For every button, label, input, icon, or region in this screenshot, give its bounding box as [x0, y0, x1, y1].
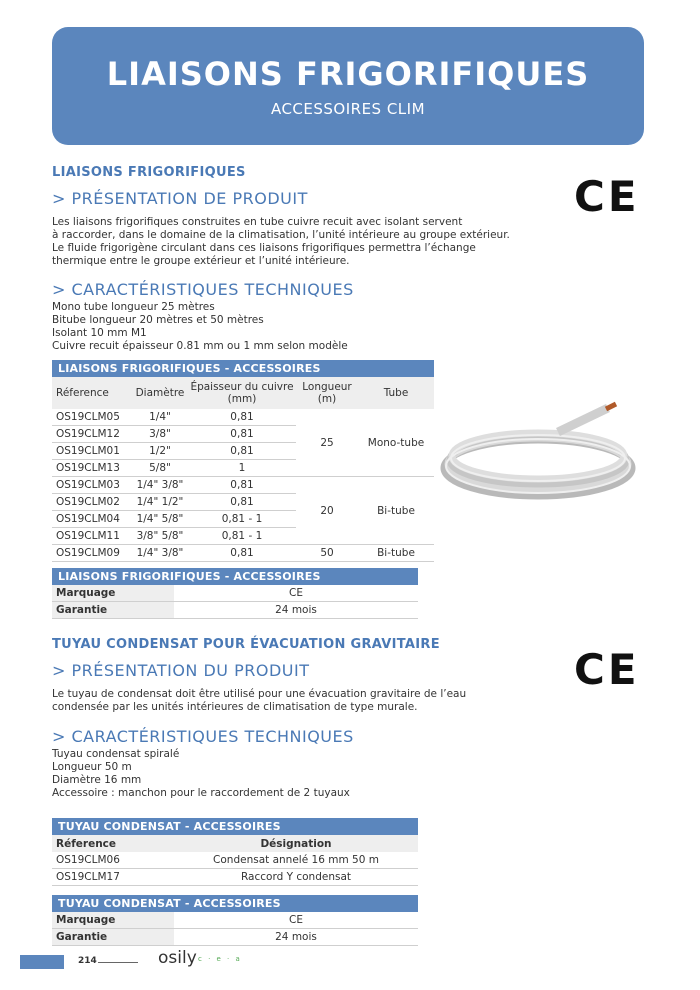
cell-diam: 3/8"	[132, 426, 188, 443]
cell-thick: 0,81	[188, 545, 296, 562]
cell-value: CE	[174, 585, 418, 602]
text-line: Le fluide frigorigène circulant dans ces liaisons frigorifiques permettra l’échange	[52, 242, 476, 254]
col-header: Tube	[358, 377, 434, 409]
cell-diam: 1/4"	[132, 409, 188, 426]
table-title: LIAISONS FRIGORIFIQUES - ACCESSOIRES	[52, 360, 434, 377]
table-title: TUYAU CONDENSAT - ACCESSOIRES	[52, 895, 418, 912]
text-line: thermique entre le groupe extérieur et l’unité intérieure.	[52, 255, 350, 267]
ce-mark-icon: CE	[574, 172, 640, 221]
cell-ref: OS19CLM01	[52, 443, 132, 460]
cell-value: 24 mois	[174, 602, 418, 619]
text-line: Isolant 10 mm M1	[52, 327, 147, 339]
liaisons-table	[52, 360, 434, 562]
tube-coil-image	[438, 390, 638, 520]
cell-diam: 5/8"	[132, 460, 188, 477]
cell-thick: 0,81	[188, 477, 296, 494]
section1-specs-title: > CARACTÉRISTIQUES TECHNIQUES	[52, 280, 354, 299]
cell-diam: 1/4" 5/8"	[132, 511, 188, 528]
cell-tube: Bi-tube	[358, 477, 434, 545]
cell-thick: 0,81 - 1	[188, 511, 296, 528]
header-banner	[52, 27, 644, 145]
text-line: Le tuyau de condensat doit être utilisé pour une évacuation gravitaire de l’eau	[52, 688, 467, 700]
cell-diam: 1/4" 1/2"	[132, 494, 188, 511]
text-line: Longueur 50 m	[52, 761, 132, 773]
brand-tagline: c · e · a	[198, 955, 242, 963]
cell-thick: 0,81	[188, 443, 296, 460]
table-row	[52, 852, 418, 869]
col-header: Réference	[52, 377, 132, 409]
cell-thick: 1	[188, 460, 296, 477]
text-line: Diamètre 16 mm	[52, 774, 142, 786]
section2-presentation-title: > PRÉSENTATION DU PRODUIT	[52, 661, 310, 680]
cell-diam: 1/2"	[132, 443, 188, 460]
condensat-info-table	[52, 895, 418, 946]
section1-specs-text	[52, 301, 452, 353]
section1-presentation-text	[52, 216, 552, 268]
section2-title: TUYAU CONDENSAT POUR ÉVACUATION GRAVITAIRE	[52, 637, 440, 652]
table-row	[52, 585, 418, 602]
cell-ref: OS19CLM02	[52, 494, 132, 511]
cell-thick: 0,81	[188, 409, 296, 426]
page-title: LIAISONS FRIGORIFIQUES	[106, 55, 590, 93]
cell-thick: 0,81	[188, 426, 296, 443]
cell-designation: Raccord Y condensat	[174, 869, 418, 886]
cell-ref: OS19CLM12	[52, 426, 132, 443]
cell-thick: 0,81	[188, 494, 296, 511]
cell-length: 25	[296, 409, 358, 477]
col-header: Désignation	[174, 835, 418, 852]
text-line: Les liaisons frigorifiques construites en tube cuivre recuit avec isolant servent	[52, 216, 463, 228]
section2-presentation-text	[52, 688, 552, 714]
table-row	[52, 869, 418, 886]
table-row	[52, 477, 434, 494]
cell-key: Garantie	[52, 602, 174, 619]
cell-ref: OS19CLM09	[52, 545, 132, 562]
col-header: Réference	[52, 835, 174, 852]
liaisons-info-table	[52, 568, 418, 619]
table-row	[52, 912, 418, 929]
page-subtitle: ACCESSOIRES CLIM	[270, 100, 426, 118]
section1-presentation-title: > PRÉSENTATION DE PRODUIT	[52, 189, 308, 208]
table-row	[52, 545, 434, 562]
text-line: Cuivre recuit épaisseur 0.81 mm ou 1 mm selon modèle	[52, 340, 348, 352]
col-header: Longueur (m)	[296, 377, 358, 409]
section2-specs-title: > CARACTÉRISTIQUES TECHNIQUES	[52, 727, 354, 746]
cell-designation: Condensat annelé 16 mm 50 m	[174, 852, 418, 869]
table-title: LIAISONS FRIGORIFIQUES - ACCESSOIRES	[52, 568, 418, 585]
table-title: TUYAU CONDENSAT - ACCESSOIRES	[52, 818, 418, 835]
footer-divider	[98, 962, 138, 963]
cell-ref: OS19CLM13	[52, 460, 132, 477]
ce-mark-icon: CE	[574, 645, 640, 694]
text-line: Tuyau condensat spiralé	[52, 748, 180, 760]
section1-title: LIAISONS FRIGORIFIQUES	[52, 165, 246, 180]
cell-ref: OS19CLM05	[52, 409, 132, 426]
cell-key: Marquage	[52, 585, 174, 602]
col-header: Épaisseur du cuivre (mm)	[188, 377, 296, 409]
table-row	[52, 602, 418, 619]
text-line: Bitube longueur 20 mètres et 50 mètres	[52, 314, 264, 326]
brand-logo: osily	[158, 948, 197, 968]
cell-ref: OS19CLM17	[52, 869, 174, 886]
footer-accent-bar	[20, 955, 64, 969]
text-line: Accessoire : manchon pour le raccordement de 2 tuyaux	[52, 787, 350, 799]
cell-thick: 0,81 - 1	[188, 528, 296, 545]
cell-value: 24 mois	[174, 929, 418, 946]
cell-ref: OS19CLM03	[52, 477, 132, 494]
condensat-table	[52, 818, 418, 886]
page-number: 214	[78, 956, 97, 966]
cell-tube: Mono-tube	[358, 409, 434, 477]
cell-key: Garantie	[52, 929, 174, 946]
text-line: à raccorder, dans le domaine de la climatisation, l’unité intérieure au groupe extérieur.	[52, 229, 510, 241]
cell-diam: 1/4" 3/8"	[132, 545, 188, 562]
table-row	[52, 409, 434, 426]
text-line: Mono tube longueur 25 mètres	[52, 301, 215, 313]
cell-diam: 3/8" 5/8"	[132, 528, 188, 545]
cell-length: 50	[296, 545, 358, 562]
text-line: condensée par les unités intérieures de climatisation de type murale.	[52, 701, 418, 713]
cell-key: Marquage	[52, 912, 174, 929]
table-row	[52, 929, 418, 946]
cell-ref: OS19CLM06	[52, 852, 174, 869]
cell-value: CE	[174, 912, 418, 929]
cell-tube: Bi-tube	[358, 545, 434, 562]
cell-diam: 1/4" 3/8"	[132, 477, 188, 494]
section2-specs-text	[52, 748, 452, 800]
cell-ref: OS19CLM04	[52, 511, 132, 528]
cell-length: 20	[296, 477, 358, 545]
col-header: Diamètre	[132, 377, 188, 409]
cell-ref: OS19CLM11	[52, 528, 132, 545]
